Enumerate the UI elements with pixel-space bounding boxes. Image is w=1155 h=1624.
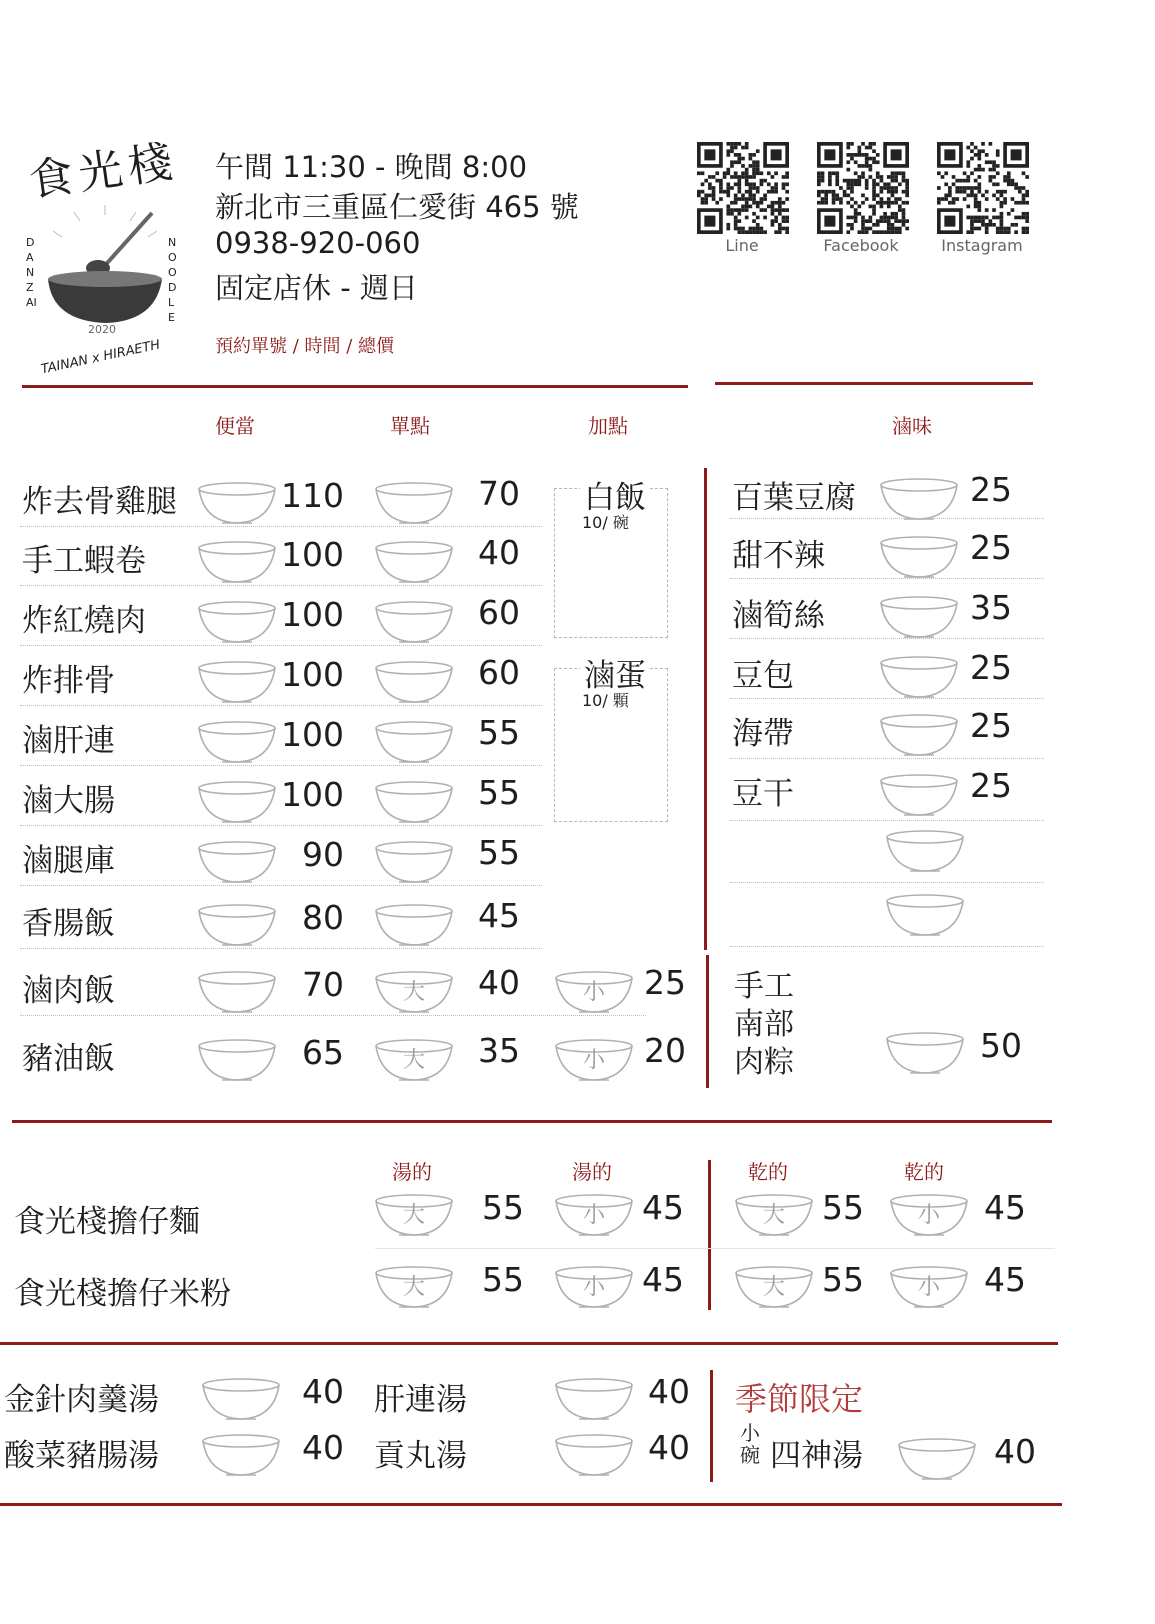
noodle-name-1: 食光棧擔仔米粉 (14, 1276, 231, 1312)
divider-top-left (22, 385, 688, 388)
bento-row-divider-8 (20, 1015, 646, 1016)
braised-row-divider-7 (730, 946, 1044, 947)
bento-price-1: 100 (281, 535, 344, 574)
bento-price-9: 65 (302, 1033, 344, 1072)
noodle-soup-small-bowl-0-label: 小 (582, 1203, 605, 1228)
single-price-0: 70 (478, 474, 520, 513)
single-price-7: 45 (478, 896, 520, 935)
soup-left-price-0: 40 (302, 1372, 344, 1411)
phone: 0938-920-060 (215, 226, 421, 260)
single-bowl-4 (373, 719, 455, 765)
single-bowl-2 (373, 599, 455, 645)
noodle-soup-large-price-0: 55 (482, 1188, 524, 1227)
noodle-dry-small-bowl-1-label: 小 (917, 1275, 940, 1300)
divider-bottom (0, 1503, 1062, 1506)
divider-middle (12, 1120, 1052, 1123)
large-bowl-9 (373, 1037, 455, 1083)
single-bowl-6 (373, 839, 455, 885)
address: 新北市三重區仁愛街 465 號 (215, 190, 579, 224)
header-braised: 滷味 (892, 414, 932, 438)
bento-row-divider-3 (20, 705, 542, 706)
braised-price-2: 35 (970, 588, 1012, 627)
header-extra: 加點 (588, 414, 628, 438)
bento-price-2: 100 (281, 595, 344, 634)
bento-price-8: 70 (302, 965, 344, 1004)
qr-label-facebook: Facebook (823, 236, 899, 255)
bento-bowl-8 (196, 969, 278, 1015)
qr-label-instagram: Instagram (941, 236, 1023, 255)
zongzi-line2: 南部 (734, 1007, 794, 1042)
zongzi-name (734, 968, 794, 1082)
braised-row-divider-2 (730, 638, 1044, 639)
braised-price-5: 25 (970, 766, 1012, 805)
soup-left-name-1: 酸菜豬腸湯 (4, 1438, 159, 1474)
closed-day: 固定店休 - 週日 (215, 271, 418, 305)
single-price-1: 40 (478, 533, 520, 572)
bento-name-1: 手工蝦卷 (22, 543, 146, 579)
bento-name-0: 炸去骨雞腿 (22, 484, 177, 520)
bento-name-8: 滷肉飯 (22, 973, 115, 1009)
noodle-dry-large-bowl-1-label: 大 (762, 1275, 785, 1300)
extra-rice-price: 10/ 碗 (582, 513, 629, 532)
seasonal-item: 四神湯 (770, 1438, 863, 1474)
braised-name-2: 滷筍絲 (732, 598, 825, 634)
noodle-row-divider (375, 1248, 1055, 1249)
noodle-name-0: 食光棧擔仔麵 (14, 1204, 200, 1240)
soup-middle-price-0: 40 (648, 1372, 690, 1411)
bento-row-divider-1 (20, 585, 542, 586)
single-price-5: 55 (478, 773, 520, 812)
braised-row-divider-6 (730, 882, 1044, 883)
soup-left-bowl-0 (200, 1376, 282, 1422)
qr-label-line: Line (725, 236, 759, 255)
noodle-soup-large-price-1: 55 (482, 1260, 524, 1299)
divider-vertical-zongzi (706, 955, 709, 1088)
seasonal-small-1: 小 (740, 1421, 760, 1445)
noodle-soup-large-bowl-1-label: 大 (402, 1275, 425, 1300)
extra-rice-name: 白飯 (580, 472, 650, 517)
large-bowl-9-label: 大 (402, 1048, 425, 1073)
large-price-9: 35 (478, 1031, 520, 1070)
braised-price-1: 25 (970, 528, 1012, 567)
braised-name-0: 百葉豆腐 (732, 480, 856, 516)
header-single: 單點 (390, 414, 430, 438)
bento-bowl-7 (196, 902, 278, 948)
seasonal-title: 季節限定 (735, 1380, 864, 1418)
small-price-9: 20 (644, 1031, 686, 1070)
bento-row-divider-7 (20, 948, 542, 949)
bento-bowl-9 (196, 1037, 278, 1083)
bento-price-6: 90 (302, 835, 344, 874)
braised-name-1: 甜不辣 (732, 538, 825, 574)
single-price-3: 60 (478, 653, 520, 692)
bento-name-2: 炸紅燒肉 (22, 603, 146, 639)
soup-left-name-0: 金針肉羹湯 (4, 1382, 159, 1418)
small-bowl-9-label: 小 (582, 1048, 605, 1073)
header-bento: 便當 (215, 414, 255, 438)
bento-name-5: 滷大腸 (22, 783, 115, 819)
braised-empty-bowl-0 (884, 828, 966, 874)
noodle-soup-large-bowl-0-label: 大 (402, 1203, 425, 1228)
bento-row-divider-5 (20, 825, 542, 826)
bento-bowl-4 (196, 719, 278, 765)
noodle-dry-large-bowl-0-label: 大 (762, 1203, 785, 1228)
noodle-dry-small-price-1: 45 (984, 1260, 1026, 1299)
bento-row-divider-4 (20, 765, 542, 766)
extra-egg-price: 10/ 顆 (582, 691, 629, 710)
logo-bottom-text: TAINAN x HIRAETH (39, 337, 162, 378)
single-bowl-5 (373, 779, 455, 825)
large-bowl-8-label: 大 (402, 980, 425, 1005)
noodle-dry-small-bowl-0-label: 小 (917, 1203, 940, 1228)
bento-row-divider-6 (20, 885, 542, 886)
bento-row-divider-0 (20, 526, 542, 527)
bento-name-9: 豬油飯 (22, 1041, 115, 1077)
large-bowl-8 (373, 969, 455, 1015)
seasonal-size-small (740, 1422, 760, 1466)
single-price-4: 55 (478, 713, 520, 752)
noodle-soup-small-price-1: 45 (642, 1260, 684, 1299)
noodle-dry-large-price-1: 55 (822, 1260, 864, 1299)
qr-code-facebook[interactable] (817, 142, 909, 234)
zongzi-price: 50 (980, 1026, 1022, 1065)
braised-row-divider-5 (730, 820, 1044, 821)
braised-row-divider-3 (730, 698, 1044, 699)
small-price-8: 25 (644, 963, 686, 1002)
seasonal-small-2: 碗 (740, 1443, 760, 1467)
noodle-soup-small-bowl-1-label: 小 (582, 1275, 605, 1300)
soup-left-price-1: 40 (302, 1428, 344, 1467)
bowl-chopsticks-icon (40, 205, 170, 335)
braised-name-4: 海帶 (732, 716, 794, 752)
bento-price-4: 100 (281, 715, 344, 754)
braised-name-3: 豆包 (732, 658, 794, 694)
noodle-soup-small-price-0: 45 (642, 1188, 684, 1227)
soup-middle-name-0: 肝連湯 (374, 1382, 467, 1418)
braised-row-divider-4 (730, 758, 1044, 759)
braised-empty-bowl-1 (884, 892, 966, 938)
noodle-dry-small-price-0: 45 (984, 1188, 1026, 1227)
braised-name-5: 豆干 (732, 776, 794, 812)
header-soup-small: 湯的 (572, 1160, 612, 1184)
logo-title: 食光棧 (25, 135, 182, 208)
divider-lower (0, 1342, 1058, 1345)
small-bowl-8-label: 小 (582, 980, 605, 1005)
bento-name-4: 滷肝連 (22, 723, 115, 759)
single-price-2: 60 (478, 593, 520, 632)
logo (20, 135, 195, 385)
braised-row-divider-1 (730, 578, 1044, 579)
bento-bowl-2 (196, 599, 278, 645)
bento-price-0: 110 (281, 476, 344, 515)
bento-bowl-6 (196, 839, 278, 885)
bento-bowl-3 (196, 659, 278, 705)
single-bowl-7 (373, 902, 455, 948)
bento-name-6: 滷腿庫 (22, 843, 115, 879)
extra-egg-name: 滷蛋 (580, 650, 650, 695)
divider-top-right (715, 382, 1033, 385)
bento-price-3: 100 (281, 655, 344, 694)
bento-price-5: 100 (281, 775, 344, 814)
logo-year: 2020 (88, 323, 116, 336)
zongzi-line3: 肉粽 (734, 1045, 794, 1080)
noodle-soup-large-bowl-1 (373, 1264, 455, 1310)
large-price-8: 40 (478, 963, 520, 1002)
hours: 午間 11:30 - 晚間 8:00 (215, 150, 528, 184)
single-bowl-3 (373, 659, 455, 705)
divider-vertical-braised (704, 468, 707, 950)
order-note: 預約單號 / 時間 / 總價 (215, 336, 395, 357)
logo-letters-right: NOODLE (168, 236, 177, 324)
bento-row-divider-2 (20, 645, 542, 646)
single-bowl-0 (373, 480, 455, 526)
soup-middle-price-1: 40 (648, 1428, 690, 1467)
divider-vertical-noodles (708, 1160, 711, 1310)
qr-code-line[interactable] (697, 142, 789, 234)
braised-price-4: 25 (970, 706, 1012, 745)
seasonal-price: 40 (994, 1432, 1036, 1471)
header-dry-large: 乾的 (748, 1160, 788, 1184)
soup-middle-name-1: 貢丸湯 (374, 1438, 467, 1474)
braised-price-3: 25 (970, 648, 1012, 687)
braised-row-divider-0 (730, 518, 1044, 519)
single-bowl-1 (373, 539, 455, 585)
divider-vertical-seasonal (710, 1370, 713, 1482)
header-soup-large: 湯的 (392, 1160, 432, 1184)
header-dry-small: 乾的 (904, 1160, 944, 1184)
qr-code-instagram[interactable] (937, 142, 1029, 234)
bento-bowl-1 (196, 539, 278, 585)
logo-letters-left: DANZAI (26, 236, 37, 309)
bento-bowl-5 (196, 779, 278, 825)
soup-left-bowl-1 (200, 1432, 282, 1478)
bento-name-7: 香腸飯 (22, 906, 115, 942)
braised-price-0: 25 (970, 470, 1012, 509)
single-price-6: 55 (478, 833, 520, 872)
bento-name-3: 炸排骨 (22, 663, 115, 699)
zongzi-line1: 手工 (734, 969, 794, 1004)
noodle-soup-large-bowl-0 (373, 1192, 455, 1238)
bento-price-7: 80 (302, 898, 344, 937)
noodle-dry-large-price-0: 55 (822, 1188, 864, 1227)
bento-bowl-0 (196, 480, 278, 526)
